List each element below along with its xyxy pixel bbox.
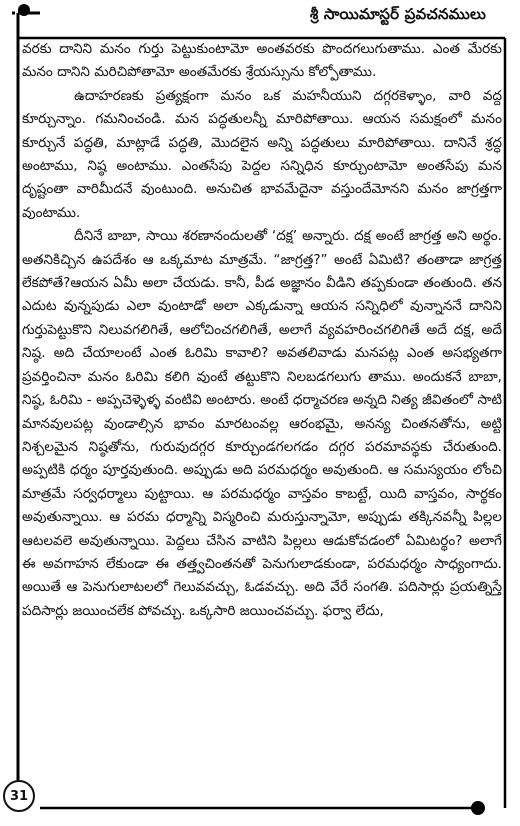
paragraph-1: వరకు దానిని మనం గుర్తు పెట్టుకుంటామో అంతవరకు పొందగలుగుతాము. ఎంత మేరకు మనం దానిని మరిచిపోతామో అంతమేరకు శ్రేయస్సును కోల్పోతాము. [22,41,502,81]
paragraph-2: ఉదాహరణకు ప్రత్యక్షంగా మనం ఒక మహనీయుని దగ్గరకెళ్ళాం, వారి వద్ద కూర్చున్నాం. గమనించండి. మన పద్ధతులన్నీ మారిపోతాయి. ఆయన సమక్షంలో మనం కూర్చునే పద్ధతి, మాట్లాడే పద్ధతి, మొదలైన అన్ని పద్ధతులు మారిపోతాయి. దానినే శ్రద్ధ అంటాము, నిష్ఠ అంటాము. ఎంతసేపు పెద్దల సన్నిధిన కూర్చుంటామో అంతసేపు మన దృష్టంతా వారిమీదనే వుంటుంది. అనుచిత భావమేదైనా వస్తుందేమోనని మనం జాగ్రత్తగా వుంటాము. [22,87,502,221]
body-text [22,38,502,623]
running-header-title: శ్రీ సాయిమాస్టర్ ప్రవచనములు [309,5,486,23]
paragraph-3: దీనినే బాబా, సాయి శరణానందులతో ‘దక్ష’ అన్నారు. దక్ష అంటే జాగ్రత్త అని అర్థం. అతనికిచ్చిన ఉపదేశం ఆ ఒక్కమాట మాత్రమే. “జాగ్రత్త?” అంటే ఏమిటి? తంతాడా జాగ్రత్త లేకపోతే?ఆయన ఏమీ అలా చేయడు. కానీ, పీడ అజ్ఞానం వీడిని తప్పకుండా తంతుంది. తన ఎదుట వున్నపుడు ఎలా వుంటాడో అలా ఎక్కడున్నా ఆయన సన్నిధిలో వున్నాననే దానిని గుర్తుపెట్టుకొని నిలువగలిగితే, ఆలోచించగలిగితే, అలాగే వ్యవహరించగలిగితే అదే దక్ష, అదే నిష్ఠ. అది చేయాలంటే ఎంత ఓరిమి కావాలి? అవతలివాడు మనపట్ల ఎంత అసభ్యతగా ప్రవర్తించినా మనం ఓరిమి కలిగి వుంటే తట్టుకొని నిలబడగలుగు తాము. అందుకనే బాబా, నిష్ఠ, ఓరిమి - అప్పచెళ్ళెళ్ళ వంటివి అంటారు. అంటే ధర్మాచరణ అన్నది నిత్య జీవితంలో సాటి మానవులపట్ల వుండాల్సిన భావం మారటంవల్ల ఆరంభమై, అనన్య చింతనతోను, అట్టి నిశ్చలమైన నిష్ఠతోను, గురువుదగ్గర కూర్చుండగలగడం దగ్గర పరమావస్థకు చేరుతుంది. అప్పటికి ధర్మం పూర్తవుతుంది. అప్పుడు అది పరమధర్మం అవుతుంది. ఆ సమస్యయం లోంచి మాత్రమే సర్వధర్మాలు పుట్టాయి. ఆ పరమధర్మం వాస్తవం కాబట్టే, యిది వాస్తవం, సార్థకం అవుతున్నాయి. ఆ పరమ ధర్మాన్ని విస్మరించి మరుస్తున్నామో, అప్పుడు తక్కినవన్నీ పిల్లల ఆటలవలె అవుతున్నాయి. పెద్దలు చేసిన వాటిని పిల్లలు ఆడుకోవడంలో ఏమిటర్థం? అలాగే ఈ అవగాహన లేకుండా ఈ తత్త్వచింతనతో పెనుగులాడకుండా, పరమధర్మం సాధ్యంగాదు. అయితే ఆ పెనుగులాటలలో గెలువవచ్చు, ఓడవచ్చు. అది వేరే సంగతి. పదిసార్లు ప్రయత్నిస్తే పదిసార్లు జయించలేక పోవచ్చు. ఒక్కసారి జయించవచ్చు. ఫర్వా లేదు, [22,228,502,619]
page-number: 31 [3,780,35,812]
